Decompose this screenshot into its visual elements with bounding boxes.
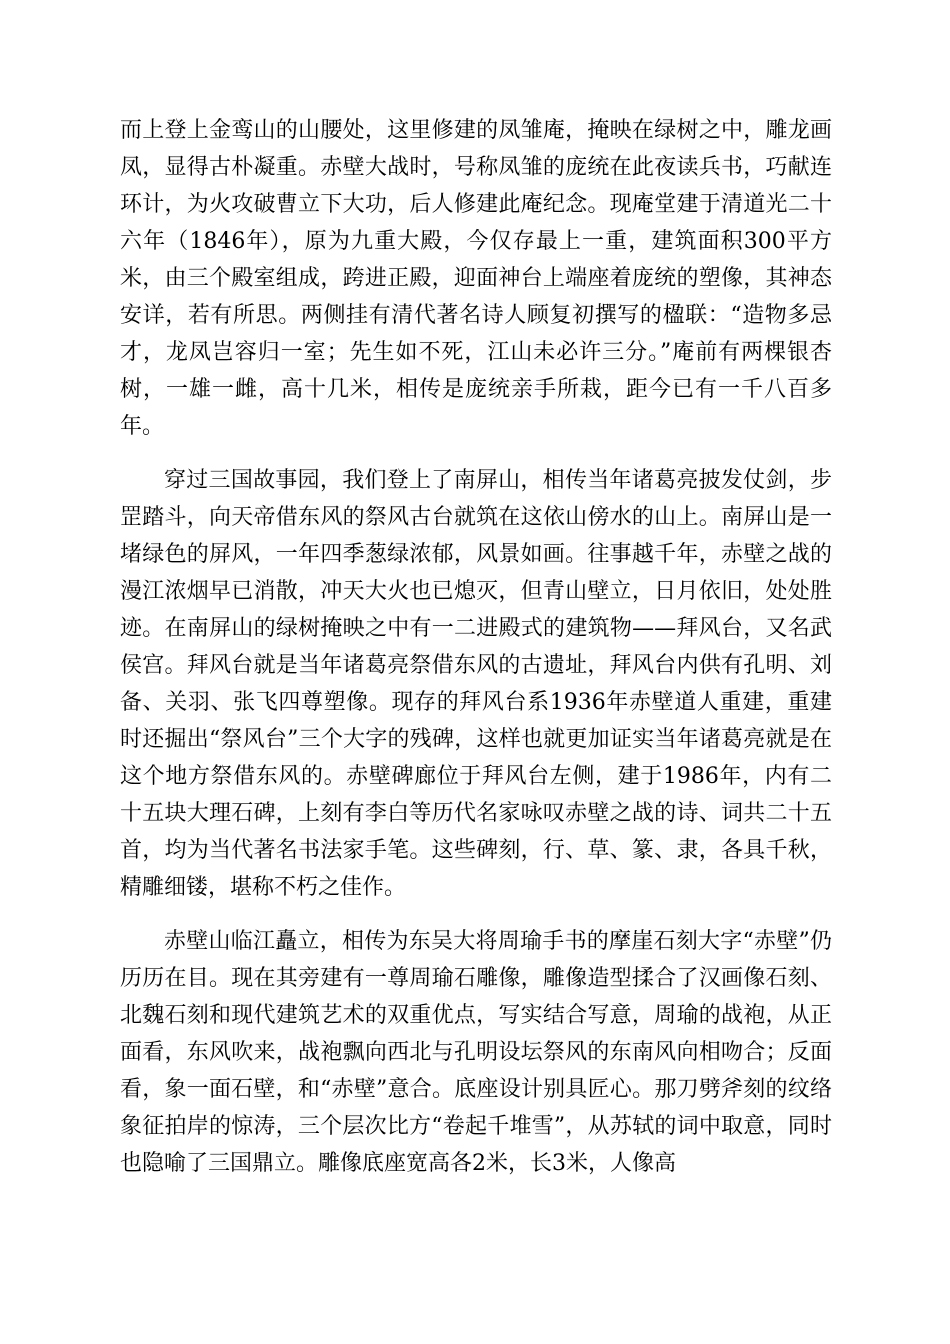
- paragraph-nanping-mountain: 穿过三国故事园，我们登上了南屏山，相传当年诸葛亮披发仗剑，步罡踏斗，向天帝借东风的祭风古台就筑在这依山傍水的山上。南屏山是一堵绿色的屏风，一年四季葱绿浓郁，风景如画。往事越千年，赤壁之战的漫江浓烟早已消散，冲天大火也已熄灭，但青山壁立，日月依旧，处处胜迹。在南屏山的绿树掩映之中有一二进殿式的建筑物——拜风台，又名武侯宫。拜风台就是当年诸葛亮祭借东风的古遗址，拜风台内供有孔明、刘备、关羽、张飞四尊塑像。现存的拜风台系1936年赤壁道人重建，重建时还掘出“祭风台”三个大字的残碑，这样也就更加证实当年诸葛亮就是在这个地方祭借东风的。赤壁碑廊位于拜风台左侧，建于1986年，内有二十五块大理石碑，上刻有李白等历代名家咏叹赤壁之战的诗、词共二十五首，均为当代著名书法家手笔。这些碑刻，行、草、篆、隶，各具千秋，精雕细镂，堪称不朽之佳作。: [120, 468, 832, 900]
- paragraph-fengchu-an: 而上登上金鸾山的山腰处，这里修建的凤雏庵，掩映在绿树之中，雕龙画凤，显得古朴凝重。赤壁大战时，号称凤雏的庞统在此夜读兵书，巧献连环计，为火攻破曹立下大功，后人修建此庵纪念。现庵堂建于清道光二十六年（1846年），原为九重大殿，今仅存最上一重，建筑面积300平方米，由三个殿室组成，跨进正殿，迎面神台上端座着庞统的塑像，其神态安详，若有所思。两侧挂有清代著名诗人顾复初撰写的楹联：“造物多忌才，龙凤岂容归一室；先生如不死，江山未必许三分。”庵前有两棵银杏树，一雄一雌，高十几米，相传是庞统亲手所栽，距今已有一千八百多年。: [120, 118, 832, 439]
- paragraph-chibi-mountain: 赤壁山临江矗立，相传为东吴大将周瑜手书的摩崖石刻大字“赤壁”仍历历在目。现在其旁建有一尊周瑜石雕像，雕像造型揉合了汉画像石刻、北魏石刻和现代建筑艺术的双重优点，写实结合写意，周瑜的战袍，从正面看，东风吹来，战袍飘向西北与孔明设坛祭风的东南风向相吻合；反面看，象一面石壁，和“赤壁”意合。底座设计别具匠心。那刀劈斧刻的纹络象征拍岸的惊涛，三个层次比方“卷起千堆雪”，从苏轼的词中取意，同时也隐喻了三国鼎立。雕像底座宽高各2米，长3米，人像高: [120, 929, 832, 1176]
- document-page: [120, 112, 832, 1182]
